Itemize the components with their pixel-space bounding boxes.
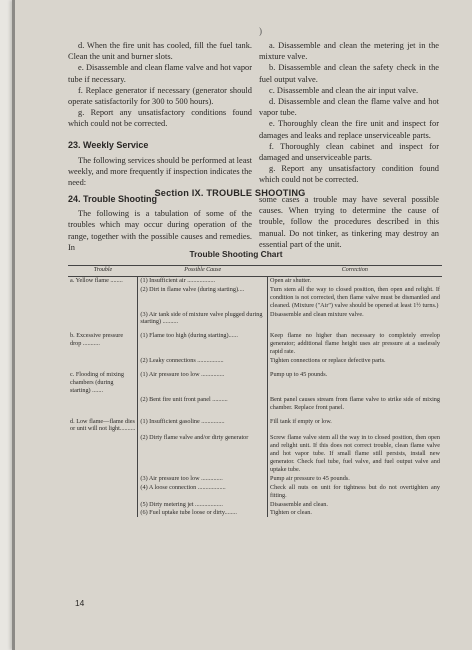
section-24-left (68, 194, 252, 253)
trouble-cell (68, 356, 138, 365)
trouble-cell (68, 508, 138, 517)
table-row (68, 483, 442, 500)
trouble-cell: c. Flooding of mixing chambers (during starting) ....... (70, 370, 124, 394)
left-para-e: e. Disassemble and clean flame valve and hot vapor tube if necessary. (68, 63, 252, 84)
table-row (68, 395, 442, 412)
correction-cell: Check all nuts on unit for tightness but do not overtighten any fitting. (270, 483, 440, 499)
section-24-heading: 24. Trouble Shooting (68, 194, 158, 204)
correction-cell: Pump air pressure to 45 pounds. (270, 474, 350, 482)
correction-cell: Disassemble and clean mixture valve. (270, 310, 364, 318)
header-correction: Correction (268, 266, 442, 277)
right-para-b: b. Disassemble and clean the safety check in the fuel output valve. (259, 63, 439, 84)
table-body (68, 276, 442, 517)
left-para-d: d. When the fire unit has cooled, fill the fuel tank. Clean the unit and burner slots. (68, 41, 252, 62)
section-24-text-left: The following is a tabulation of some of the troubles which may occur during operation of the range, together with the possible causes and remedies. In (68, 209, 252, 252)
section-9-heading: Section IX. TROUBLE SHOOTING (154, 188, 306, 198)
table-row (68, 433, 442, 474)
trouble-cell: b. Excessive pressure drop ........... (70, 332, 124, 348)
trouble-cell: d. Low flame—flame dies or unit will not light.......... (70, 417, 136, 433)
left-para-g: g. Report any unsatisfactory conditions found which could not be corrected. (68, 108, 252, 129)
cause-cell: (1) Insufficient air .................. (138, 276, 268, 284)
table-row (68, 474, 442, 483)
cause-cell: (4) A loose connection .................. (138, 483, 268, 500)
table-row (68, 508, 442, 517)
binding-edge (12, 0, 15, 650)
header-trouble: Trouble (68, 266, 138, 277)
table-row (68, 276, 442, 284)
cause-cell: (1) Insufficient gasoline ............... (138, 412, 268, 434)
trouble-cell (68, 483, 138, 500)
page-number: 14 (75, 598, 85, 608)
header-possible-cause: Possible Cause (138, 266, 268, 277)
section-23-heading: 23. Weekly Service (68, 139, 149, 150)
correction-cell: Keep flame no higher than necessary to completely envelop generator; additional flame height uses air pressure at a uselessly rapid rate. (270, 332, 440, 356)
table-row (68, 326, 442, 356)
table-header-row (68, 266, 442, 277)
table-row (68, 285, 442, 310)
chart-title: Trouble Shooting Chart (189, 249, 283, 259)
cause-cell: (3) Air tank side of mixture valve plugged during starting) .......... (138, 310, 268, 327)
cause-cell: (2) Leaky connections ................. (138, 356, 268, 365)
table-row (68, 310, 442, 327)
right-para-a: a. Disassemble and clean the metering jet in the mixture valve. (259, 41, 439, 62)
trouble-cell (68, 395, 138, 412)
cause-cell: (1) Air pressure too low ............... (138, 365, 268, 395)
right-para-c: c. Disassemble and clean the air input valve. (269, 85, 419, 95)
correction-cell: Disassemble and clean. (270, 500, 328, 508)
right-para-f: f. Thoroughly clean cabinet and inspect for damaged and unserviceable parts. (259, 141, 439, 163)
correction-cell: Open air shutter. (270, 276, 312, 284)
table-row (68, 500, 442, 509)
trouble-cell (68, 474, 138, 483)
correction-cell: Screw flame valve stem all the way in to closed position, then open and relight unit. If this does not correct trouble, clean flame valve and hot vapor tube. If small flame still persists, install new generator. Check fuel tube, fuel valve, and fuel output valve and uptake tube. (270, 434, 440, 473)
correction-cell: Tighten or clean. (270, 509, 312, 517)
table-row (68, 356, 442, 365)
left-para-f: f. Replace generator if necessary (generator should operate satisfactorily for 300 to 500 hours). (68, 85, 252, 107)
trouble-cell (68, 285, 138, 310)
trouble-cell (68, 310, 138, 327)
correction-cell: Fill tank if empty or low. (270, 417, 332, 425)
cause-cell: (1) Flame too high (during starting)...... (138, 326, 268, 356)
cause-cell: (2) Dirty flame valve and/or dirty generator (138, 433, 268, 474)
cause-cell: (5) Dirty metering jet .................. (138, 500, 268, 509)
margin-mark: ) (259, 26, 262, 36)
correction-cell: Turn stem all the way to closed position, then open and relight. If condition is not corrected, then flame valve must be dismantled and cleaned. (Mixture ("Air") valve should be opened at least 1½ turns.) (270, 285, 440, 309)
cause-cell: (6) Fuel uptake tube loose or dirty........ (138, 508, 268, 517)
correction-cell: Tighten connections or replace defective parts. (270, 357, 386, 365)
cause-cell: (3) Air pressure too low .............. (138, 474, 268, 483)
cause-cell: (2) Bent fire unit front panel .......... (138, 395, 268, 412)
table-row (68, 412, 442, 434)
left-column (68, 40, 252, 188)
right-column (259, 40, 439, 186)
section-24-text-right: some cases a trouble may have several possible causes. When trying to determine the cause of trouble, follow the procedures described in this manual. Do not tinker, as tinkering may destroy an essential part of the unit. (259, 195, 439, 249)
right-para-g: g. Report any unsatisfactory condition found which could not be corrected. (259, 164, 439, 185)
trouble-shooting-table (68, 265, 442, 517)
table-row (68, 365, 442, 395)
right-para-e: e. Thoroughly clean the fire unit and inspect for damages and leaks and replace unserviceable parts. (259, 119, 439, 140)
correction-cell: Bent panel causes stream from flame valve to strike side of mixing chamber. Replace front panel. (270, 395, 440, 411)
cause-cell: (2) Dirt in flame valve (during starting).... (138, 285, 268, 310)
right-para-d: d. Disassemble and clean the flame valve and hot vapor tube. (259, 97, 439, 118)
trouble-cell (68, 433, 138, 474)
correction-cell: Pump up to 45 pounds. (270, 370, 328, 378)
trouble-cell: a. Yellow flame ........ (70, 276, 123, 284)
trouble-cell (68, 500, 138, 509)
section-23-text: The following services should be performed at least weekly, and more frequently if inspection indicates the need: (68, 155, 252, 188)
